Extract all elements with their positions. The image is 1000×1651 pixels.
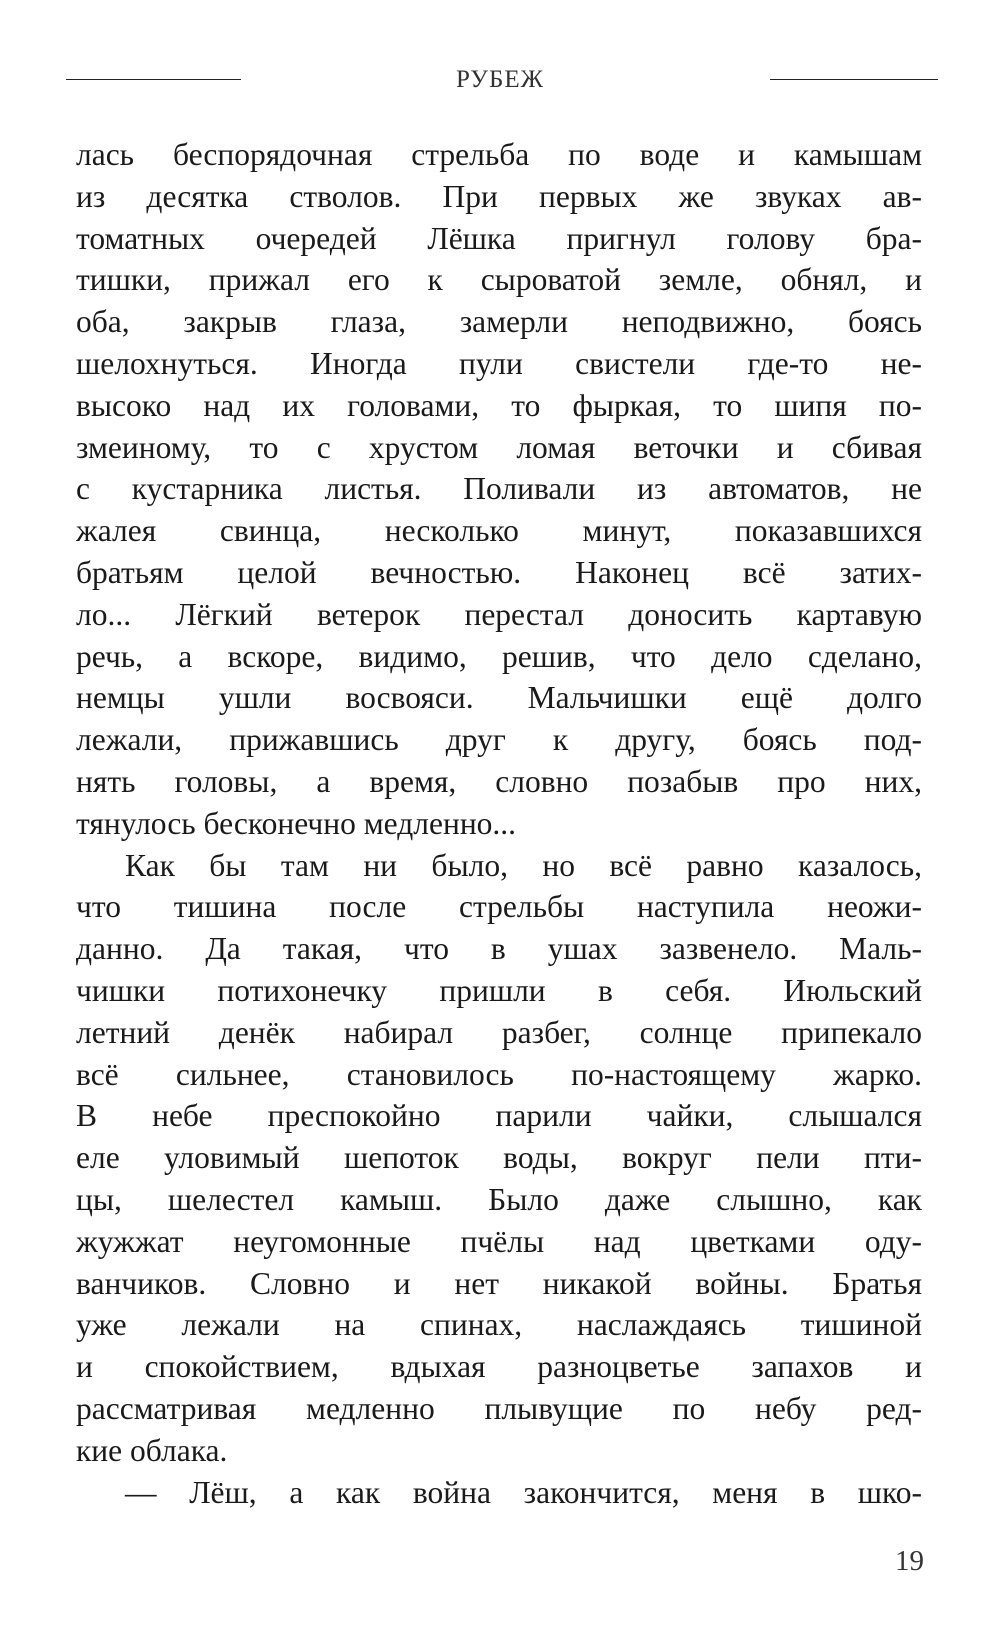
text-line: из десятка стволов. При первых же звуках ав-: [76, 178, 922, 214]
text-line: всё сильнее, становилось по-настоящему жарко.: [76, 1056, 922, 1092]
text-line: речь, а вскоре, видимо, решив, что дело сделано,: [76, 638, 922, 674]
text-line: кие облака.: [76, 1432, 228, 1468]
text-line: еле уловимый шепоток воды, вокруг пели пти-: [76, 1140, 922, 1176]
text-line: рассматривая медленно плывущие по небу ред-: [76, 1390, 922, 1426]
text-line: и спокойствием, вдыхая разноцветье запахов и: [76, 1349, 922, 1385]
text-line: данно. Да такая, что в ушах зазвенело. Маль-: [76, 931, 922, 967]
running-header-title: РУБЕЖ: [455, 66, 544, 93]
text-line: томатных очередей Лёшка пригнул голову бра-: [76, 220, 922, 256]
text-line: что тишина после стрельбы наступила неожи-: [76, 889, 922, 925]
text-line: Как бы там ни было, но всё равно казалось,: [125, 847, 922, 883]
text-line: высоко над их головами, то фыркая, то шипя по-: [76, 387, 922, 423]
text-line: тянулось бесконечно медленно...: [76, 805, 517, 841]
text-line: — Лёш, а как война закончится, меня в шко-: [125, 1474, 922, 1510]
text-line: В небе преспокойно парили чайки, слышался: [76, 1098, 922, 1134]
page-number: 19: [895, 1545, 924, 1577]
text-line: шелохнуться. Иногда пули свистели где-то не-: [76, 345, 922, 381]
text-line: немцы ушли восвояси. Мальчишки ещё долго: [76, 680, 922, 716]
text-line: ло... Лёгкий ветерок перестал доносить картавую: [76, 596, 922, 632]
body-text: [76, 134, 922, 1513]
text-line: с кустарника листья. Поливали из автоматов, не: [76, 471, 922, 507]
text-line: летний денёк набирал разбег, солнце припекало: [76, 1014, 922, 1050]
text-line: цы, шелестел камыш. Было даже слышно, как: [76, 1181, 922, 1217]
text-line: уже лежали на спинах, наслаждаясь тишиной: [76, 1307, 922, 1343]
text-line: жужжат неугомонные пчёлы над цветками оду-: [76, 1223, 922, 1259]
text-line: лась беспорядочная стрельба по воде и камышам: [76, 137, 922, 172]
text-line: братьям целой вечностью. Наконец всё затих-: [76, 554, 922, 590]
text-line: лежали, прижавшись друг к другу, боясь под-: [76, 722, 922, 758]
text-line: змеиному, то с хрустом ломая веточки и сбивая: [76, 429, 922, 465]
text-line: жалея свинца, несколько минут, показавшихся: [76, 513, 922, 549]
running-header: [0, 66, 1000, 96]
text-line: нять головы, а время, словно позабыв про них,: [76, 763, 922, 799]
text-line: оба, закрыв глаза, замерли неподвижно, боясь: [76, 304, 922, 340]
text-line: чишки потихонечку пришли в себя. Июльский: [76, 972, 922, 1008]
text-line: ванчиков. Словно и нет никакой войны. Братья: [76, 1265, 922, 1301]
text-line: тишки, прижал его к сыроватой земле, обнял, и: [76, 262, 922, 298]
header-rule-right: [770, 79, 938, 80]
